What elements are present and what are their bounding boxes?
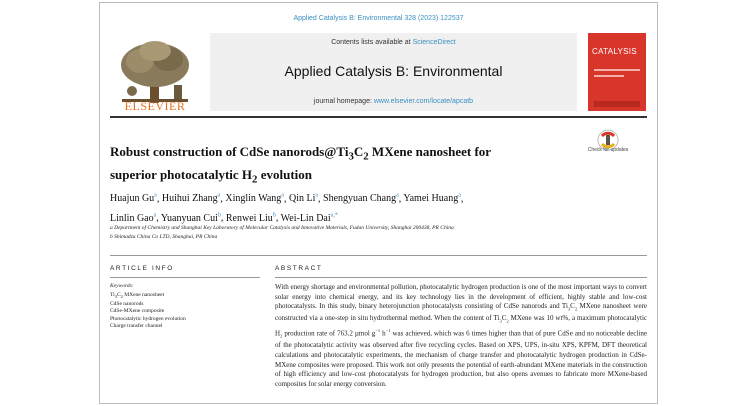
affiliation-b: b Shimadzu China Co LTD, Shanghai, PR China: [110, 234, 218, 240]
article-page: [99, 2, 658, 404]
author[interactable]: Qin Li$^a$: [288, 193, 319, 205]
abstract-text: With energy shortage and environmental pollution, photocatalytic hydrogen production is one of the most important ways to convert solar energy into chemical energy, and its key technology lies in the development of efficient, highly stable and low-cost photocatalysts. In this study, binary heterojunction photocatalysts consisting of CdSe nanorods and $Ti_3C_2$ MXene nanosheet were constructed via a one-step in situ hydrothermal method. When the content of $Ti_3C_2$ MXene was 10 wt%, a maximum photocatalytic $H_2$ production rate of 763.2 µmol $g^{-1}$ $h^{-1}$ was achieved, which was 6 times higher than that of pure CdSe and no noticeable decline of the photocatalytic activity was observed after five recycling cycles. Based on XPS, UPS, in-situ XPS, KPFM, DFT theoretical calculations and photocatalytic experiments, the mechanism of charge transfer and photocatalytic hydrogen production in CdSe-MXene composites were proposed. This work not only presents the potential of earth-abundant MXene materials in the construction of high efficiency and low-cost photocatalysts for hydrogen production, but also opens avenues to fabricate more MXene-based composites for solar energy conversion.: [275, 283, 648, 388]
abstract-heading: ABSTRACT: [275, 265, 323, 272]
keyword-item: Photocatalytic hydrogen evolution: [110, 315, 186, 322]
contents-line: [210, 39, 577, 46]
keywords-label: Keywords:: [110, 283, 134, 289]
homepage-line: [210, 98, 577, 105]
journal-header: [210, 33, 577, 111]
keyword-item: $Ti_3C_2$ MXene nanosheet: [110, 292, 165, 300]
affiliation-a: a Department of Chemistry and Shanghai Key Laboratory of Molecular Catalysis and Innovative Materials, Fudan University, Shanghai 200438, PR China: [110, 225, 454, 231]
journal-citation-link[interactable]: Applied Catalysis B: Environmental 328 (2023) 122537: [293, 15, 464, 22]
contents-prefix: Contents lists available at: [331, 39, 413, 46]
keyword-item: CdSe nanorods: [110, 300, 144, 307]
check-for-updates-label[interactable]: Check for updates: [587, 147, 629, 153]
homepage-prefix: journal homepage:: [313, 98, 374, 105]
journal-cover-image: [588, 33, 646, 111]
abstract-rule: [275, 277, 647, 278]
publisher-name: ELSEVIER: [124, 99, 186, 113]
author-list: Huajun Gu$^a$, Huihui Zhang$^a$, Xinglin Wang$^a$, Qin Li$^a$, Shengyuan Chang$^a$, Yamei Huang$^a$, Linlin Gao$^a$, Yuanyuan Cui$^b$, Renwei Liu$^b$, Wei-Lin Dai$^{a,*}$: [110, 193, 464, 224]
author[interactable]: Huajun Gu$^a$: [110, 193, 157, 205]
keywords-list: [110, 292, 186, 331]
author[interactable]: Xinglin Wang$^a$: [225, 193, 284, 205]
journal-title: Applied Catalysis B: Environmental: [284, 63, 503, 79]
keyword-item: Charge transfer channel: [110, 323, 163, 330]
header-divider: [110, 116, 647, 118]
author[interactable]: Wei-Lin Dai$^{a,*}$: [280, 212, 338, 224]
cover-text: CATALYSIS: [592, 47, 637, 56]
author[interactable]: Yamei Huang$^a$: [403, 193, 461, 205]
section-divider: [110, 255, 647, 256]
sciencedirect-link[interactable]: ScienceDirect: [412, 39, 456, 46]
journal-homepage-link[interactable]: www.elsevier.com/locate/apcatb: [373, 98, 474, 105]
author[interactable]: Linlin Gao$^a$: [110, 212, 157, 224]
cover-graphic: [588, 63, 646, 111]
author[interactable]: Yuanyuan Cui$^b$: [160, 212, 221, 224]
article-info-heading: ARTICLE INFO: [110, 265, 174, 272]
article-info-rule: [110, 277, 260, 278]
author[interactable]: Huihui Zhang$^a$: [161, 193, 221, 205]
author[interactable]: Shengyuan Chang$^a$: [323, 193, 399, 205]
keyword-item: CdSe-MXene composite: [110, 308, 165, 315]
paper-title: Robust construction of CdSe $nanorods@Ti_3C_2$ MXene nanosheet for superior photocatalytic $H_2$ evolution: [110, 144, 492, 186]
author[interactable]: Renwei Liu$^b$: [225, 212, 276, 224]
